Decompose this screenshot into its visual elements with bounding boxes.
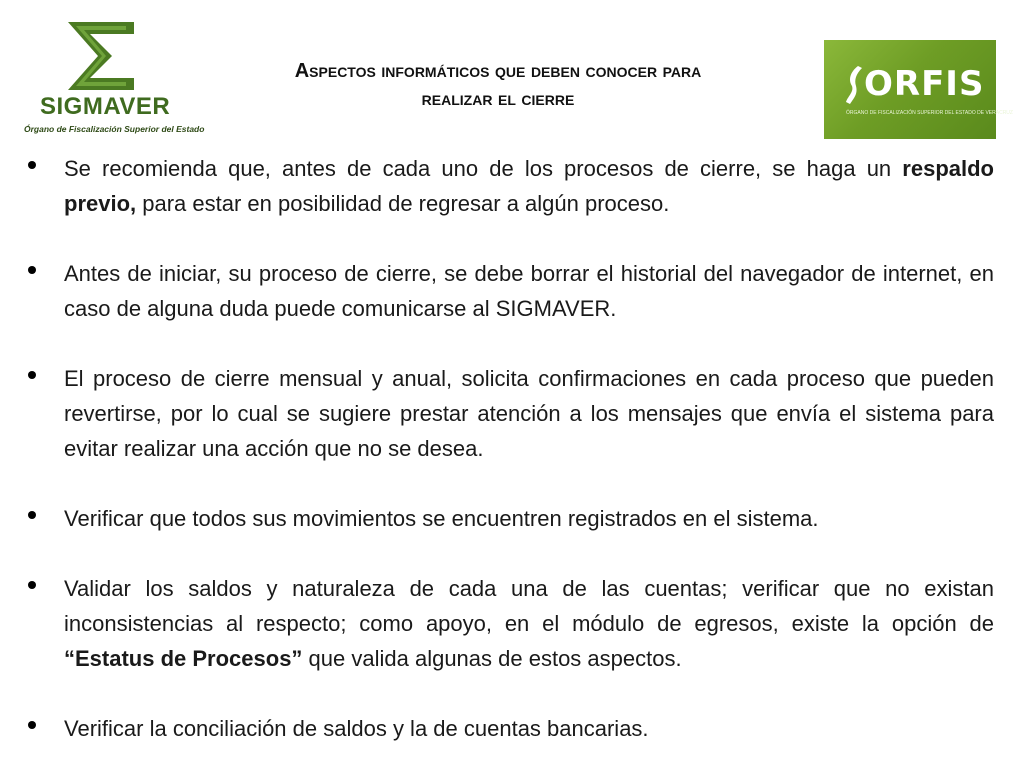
bullet-text <box>64 151 994 221</box>
bullet-text-run: Validar los saldos y naturaleza de cada una de las cuentas; verificar que no existan inconsistencias al respecto; como apoyo, en el módulo de egresos, existe la opción de <box>64 576 994 636</box>
sigmaver-logo-text: SIGMAVER <box>40 93 171 120</box>
bullet-item <box>28 151 994 221</box>
bullet-dot-icon <box>28 371 36 379</box>
bullet-dot-icon <box>28 511 36 519</box>
bullet-text <box>64 711 994 746</box>
orfis-logo <box>824 40 1013 139</box>
bullet-item <box>28 256 994 326</box>
title-line-2: realizar el cierre <box>421 88 575 110</box>
bullet-text-run: para estar en posibilidad de regresar a algún proceso. <box>136 191 670 216</box>
sigmaver-logo-subtitle: Órgano de Fiscalización Superior del Estado <box>24 124 205 134</box>
bullet-item <box>28 501 994 536</box>
bullet-text <box>64 501 994 536</box>
bullet-item <box>28 361 994 466</box>
page-title <box>200 58 796 114</box>
bullet-list <box>28 151 994 781</box>
bullet-text-run: Antes de iniciar, su proceso de cierre, se debe borrar el historial del navegador de internet, en caso de alguna duda puede comunicarse al SIGMAVER. <box>64 261 994 321</box>
bullet-text <box>64 361 994 466</box>
sigma-logo-icon <box>68 22 138 90</box>
bullet-dot-icon <box>28 581 36 589</box>
bullet-text-run: que valida algunas de estos aspectos. <box>302 646 682 671</box>
bullet-text-bold: “Estatus de Procesos” <box>64 646 303 671</box>
title-line-1: Aspectos informáticos que deben conocer para <box>294 60 702 82</box>
bullet-text-run: Se recomienda que, antes de cada uno de los procesos de cierre, se haga un <box>64 156 903 181</box>
bullet-text-run: Verificar que todos sus movimientos se encuentren registrados en el sistema. <box>64 506 819 531</box>
veracruz-map-icon <box>844 66 864 104</box>
orfis-logo-text: ORFIS <box>864 64 985 104</box>
bullet-text <box>64 571 994 676</box>
bullet-text-run: Verificar la conciliación de saldos y la de cuentas bancarias. <box>64 716 649 741</box>
bullet-text-bold: respaldo previo, <box>64 156 994 216</box>
bullet-item <box>28 571 994 676</box>
bullet-dot-icon <box>28 721 36 729</box>
bullet-item <box>28 711 994 746</box>
sigmaver-logo <box>18 20 218 138</box>
bullet-text <box>64 256 994 326</box>
bullet-dot-icon <box>28 161 36 169</box>
bullet-text-run: El proceso de cierre mensual y anual, solicita confirmaciones en cada proceso que pueden revertirse, por lo cual se sugiere prestar atención a los mensajes que envía el sistema para evitar realizar una acción que no se desea. <box>64 366 994 461</box>
bullet-dot-icon <box>28 266 36 274</box>
orfis-logo-tagline: ÓRGANO DE FISCALIZACIÓN SUPERIOR DEL ESTADO DE VERACRUZ <box>846 110 1013 116</box>
